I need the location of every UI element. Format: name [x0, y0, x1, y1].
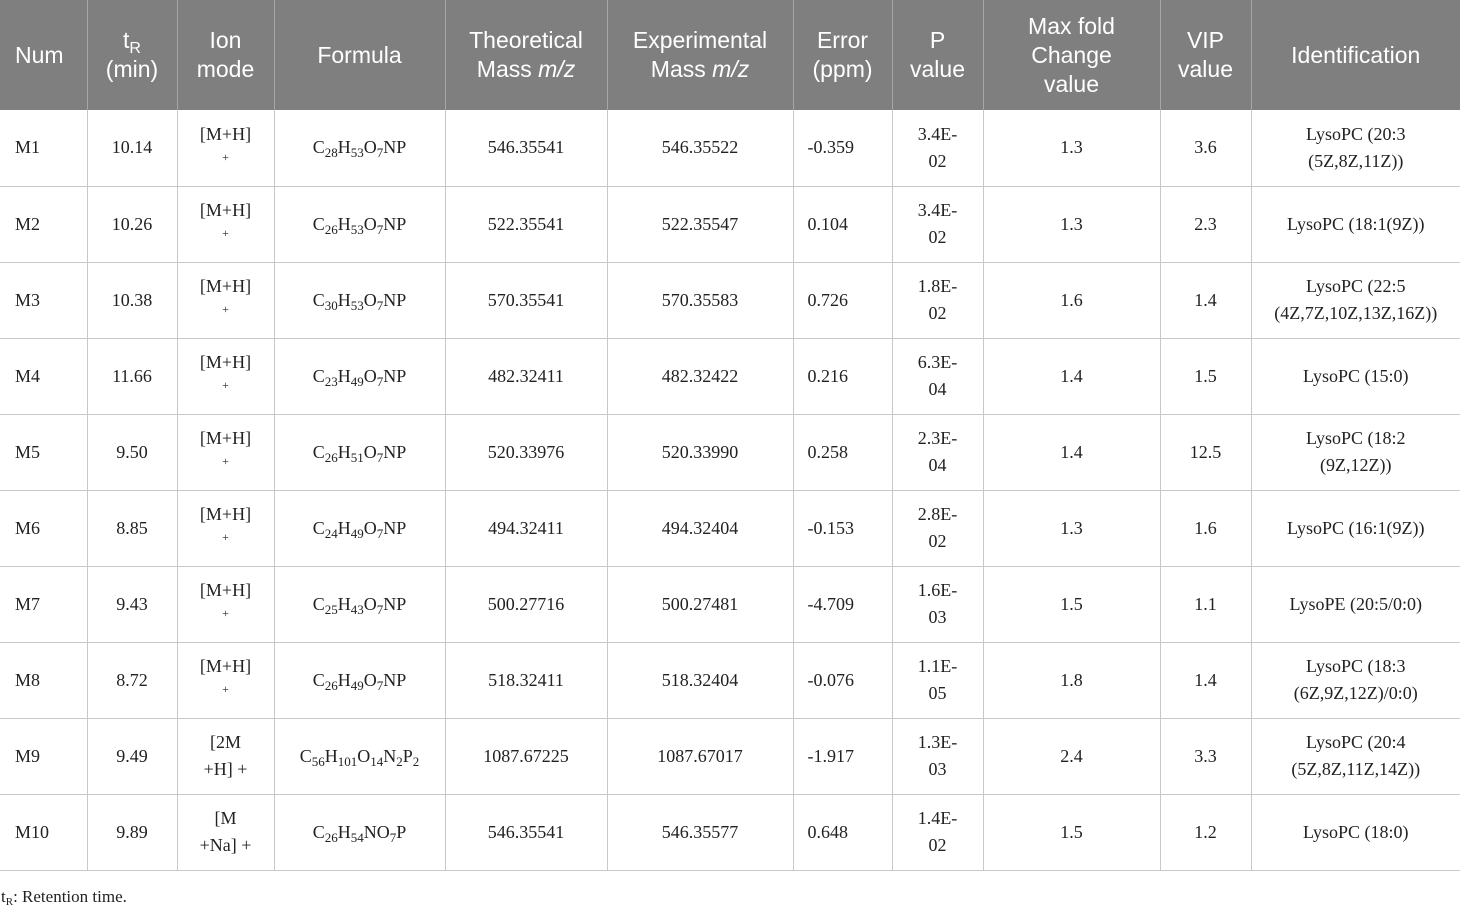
cell-error: 0.104 — [793, 186, 892, 262]
cell-formula: $C_{26}H_{49}O_7NP$ — [274, 642, 445, 718]
cell-num: M8 — [0, 642, 87, 718]
cell-p-value: 2.3E- 04 — [892, 414, 983, 490]
cell-experimental-mass: 494.32404 — [607, 490, 793, 566]
cell-fold-change: 1.4 — [983, 414, 1160, 490]
cell-fold-change: 1.8 — [983, 642, 1160, 718]
cell-num: M7 — [0, 566, 87, 642]
header-vip: VIP value — [1160, 0, 1251, 110]
cell-tr: 8.85 — [87, 490, 177, 566]
cell-ion-mode: [M+H] + — [177, 338, 274, 414]
cell-num: M4 — [0, 338, 87, 414]
cell-identification: LysoPC (15:0) — [1251, 338, 1460, 414]
cell-theoretical-mass: 500.27716 — [445, 566, 607, 642]
table-row — [0, 338, 1460, 414]
cell-tr: 10.26 — [87, 186, 177, 262]
cell-experimental-mass: 1087.67017 — [607, 718, 793, 794]
cell-error: 0.216 — [793, 338, 892, 414]
cell-p-value: 6.3E- 04 — [892, 338, 983, 414]
table-row — [0, 718, 1460, 794]
cell-ion-mode: [M+H] + — [177, 262, 274, 338]
cell-fold-change: 1.4 — [983, 338, 1160, 414]
cell-p-value: 3.4E- 02 — [892, 110, 983, 186]
header-experimental-mass: Experimental Mass m/z — [607, 0, 793, 110]
cell-p-value: 2.8E- 02 — [892, 490, 983, 566]
cell-formula: $C_{26}H_{51}O_7NP$ — [274, 414, 445, 490]
cell-theoretical-mass: 518.32411 — [445, 642, 607, 718]
cell-num: M9 — [0, 718, 87, 794]
cell-num: M1 — [0, 110, 87, 186]
cell-fold-change: 2.4 — [983, 718, 1160, 794]
cell-experimental-mass: 522.35547 — [607, 186, 793, 262]
cell-experimental-mass: 500.27481 — [607, 566, 793, 642]
cell-theoretical-mass: 482.32411 — [445, 338, 607, 414]
cell-error: -0.153 — [793, 490, 892, 566]
cell-formula: $C_{30}H_{53}O_7NP$ — [274, 262, 445, 338]
cell-identification: LysoPC (22:5 (4Z,7Z,10Z,13Z,16Z)) — [1251, 262, 1460, 338]
table-header — [0, 0, 1460, 110]
cell-error: -4.709 — [793, 566, 892, 642]
cell-tr: 9.43 — [87, 566, 177, 642]
table-row — [0, 262, 1460, 338]
cell-ion-mode: [M+H] + — [177, 414, 274, 490]
table-row — [0, 110, 1460, 186]
cell-formula: $C_{26}H_{54}NO_7P$ — [274, 794, 445, 870]
cell-p-value: 3.4E- 02 — [892, 186, 983, 262]
cell-ion-mode: [M+H] + — [177, 110, 274, 186]
cell-vip: 1.6 — [1160, 490, 1251, 566]
cell-tr: 8.72 — [87, 642, 177, 718]
cell-fold-change: 1.5 — [983, 566, 1160, 642]
cell-experimental-mass: 546.35577 — [607, 794, 793, 870]
cell-fold-change: 1.3 — [983, 186, 1160, 262]
table-row — [0, 490, 1460, 566]
cell-error: -0.076 — [793, 642, 892, 718]
cell-fold-change: 1.3 — [983, 110, 1160, 186]
cell-identification: LysoPC (18:0) — [1251, 794, 1460, 870]
cell-num: M3 — [0, 262, 87, 338]
cell-p-value: 1.8E- 02 — [892, 262, 983, 338]
cell-theoretical-mass: 1087.67225 — [445, 718, 607, 794]
cell-identification: LysoPC (16:1(9Z)) — [1251, 490, 1460, 566]
cell-vip: 1.1 — [1160, 566, 1251, 642]
cell-num: M10 — [0, 794, 87, 870]
cell-tr: 9.49 — [87, 718, 177, 794]
header-p-value: P value — [892, 0, 983, 110]
cell-error: -1.917 — [793, 718, 892, 794]
cell-theoretical-mass: 546.35541 — [445, 110, 607, 186]
cell-vip: 1.4 — [1160, 262, 1251, 338]
cell-vip: 1.2 — [1160, 794, 1251, 870]
cell-identification: LysoPC (20:4 (5Z,8Z,11Z,14Z)) — [1251, 718, 1460, 794]
table-row — [0, 642, 1460, 718]
footnote: tR: Retention time. — [1, 887, 127, 908]
cell-theoretical-mass: 494.32411 — [445, 490, 607, 566]
cell-ion-mode: [M+H] + — [177, 186, 274, 262]
header-theoretical-mass: Theoretical Mass m/z — [445, 0, 607, 110]
cell-vip: 12.5 — [1160, 414, 1251, 490]
cell-formula: $C_{28}H_{53}O_7NP$ — [274, 110, 445, 186]
cell-ion-mode: [2M +H] + — [177, 718, 274, 794]
cell-num: M5 — [0, 414, 87, 490]
header-tr: $t_R$ (min) — [87, 0, 177, 110]
cell-p-value: 1.1E- 05 — [892, 642, 983, 718]
cell-ion-mode: [M+H] + — [177, 642, 274, 718]
header-fold-change: Max fold Change value — [983, 0, 1160, 110]
cell-num: M6 — [0, 490, 87, 566]
cell-num: M2 — [0, 186, 87, 262]
cell-fold-change: 1.3 — [983, 490, 1160, 566]
cell-tr: 11.66 — [87, 338, 177, 414]
cell-error: 0.648 — [793, 794, 892, 870]
cell-p-value: 1.3E- 03 — [892, 718, 983, 794]
header-num: Num — [0, 0, 87, 110]
cell-fold-change: 1.5 — [983, 794, 1160, 870]
cell-ion-mode: [M+H] + — [177, 490, 274, 566]
cell-formula: $C_{56}H_{101}O_{14}N_2P_2$ — [274, 718, 445, 794]
cell-theoretical-mass: 546.35541 — [445, 794, 607, 870]
cell-vip: 1.4 — [1160, 642, 1251, 718]
cell-experimental-mass: 482.32422 — [607, 338, 793, 414]
cell-theoretical-mass: 570.35541 — [445, 262, 607, 338]
cell-identification: LysoPC (18:1(9Z)) — [1251, 186, 1460, 262]
table-row — [0, 414, 1460, 490]
cell-theoretical-mass: 520.33976 — [445, 414, 607, 490]
cell-formula: $C_{26}H_{53}O_7NP$ — [274, 186, 445, 262]
table-row — [0, 186, 1460, 262]
cell-tr: 9.50 — [87, 414, 177, 490]
cell-experimental-mass: 520.33990 — [607, 414, 793, 490]
table-body — [0, 110, 1460, 870]
cell-vip: 1.5 — [1160, 338, 1251, 414]
cell-formula: $C_{25}H_{43}O_7NP$ — [274, 566, 445, 642]
cell-identification: LysoPC (18:3 (6Z,9Z,12Z)/0:0) — [1251, 642, 1460, 718]
cell-tr: 10.38 — [87, 262, 177, 338]
cell-formula: $C_{24}H_{49}O_7NP$ — [274, 490, 445, 566]
header-identification: Identification — [1251, 0, 1460, 110]
cell-vip: 2.3 — [1160, 186, 1251, 262]
cell-vip: 3.6 — [1160, 110, 1251, 186]
cell-error: 0.258 — [793, 414, 892, 490]
table-row — [0, 794, 1460, 870]
cell-vip: 3.3 — [1160, 718, 1251, 794]
cell-theoretical-mass: 522.35541 — [445, 186, 607, 262]
cell-p-value: 1.6E- 03 — [892, 566, 983, 642]
cell-formula: $C_{23}H_{49}O_7NP$ — [274, 338, 445, 414]
cell-experimental-mass: 518.32404 — [607, 642, 793, 718]
cell-identification: LysoPC (18:2 (9Z,12Z)) — [1251, 414, 1460, 490]
header-error: Error (ppm) — [793, 0, 892, 110]
header-ion-mode: Ion mode — [177, 0, 274, 110]
cell-tr: 9.89 — [87, 794, 177, 870]
cell-identification: LysoPE (20:5/0:0) — [1251, 566, 1460, 642]
header-formula: Formula — [274, 0, 445, 110]
cell-error: -0.359 — [793, 110, 892, 186]
cell-ion-mode: [M +Na] + — [177, 794, 274, 870]
cell-experimental-mass: 570.35583 — [607, 262, 793, 338]
table-row — [0, 566, 1460, 642]
cell-experimental-mass: 546.35522 — [607, 110, 793, 186]
cell-identification: LysoPC (20:3 (5Z,8Z,11Z)) — [1251, 110, 1460, 186]
cell-tr: 10.14 — [87, 110, 177, 186]
cell-ion-mode: [M+H] + — [177, 566, 274, 642]
cell-p-value: 1.4E- 02 — [892, 794, 983, 870]
cell-fold-change: 1.6 — [983, 262, 1160, 338]
cell-error: 0.726 — [793, 262, 892, 338]
